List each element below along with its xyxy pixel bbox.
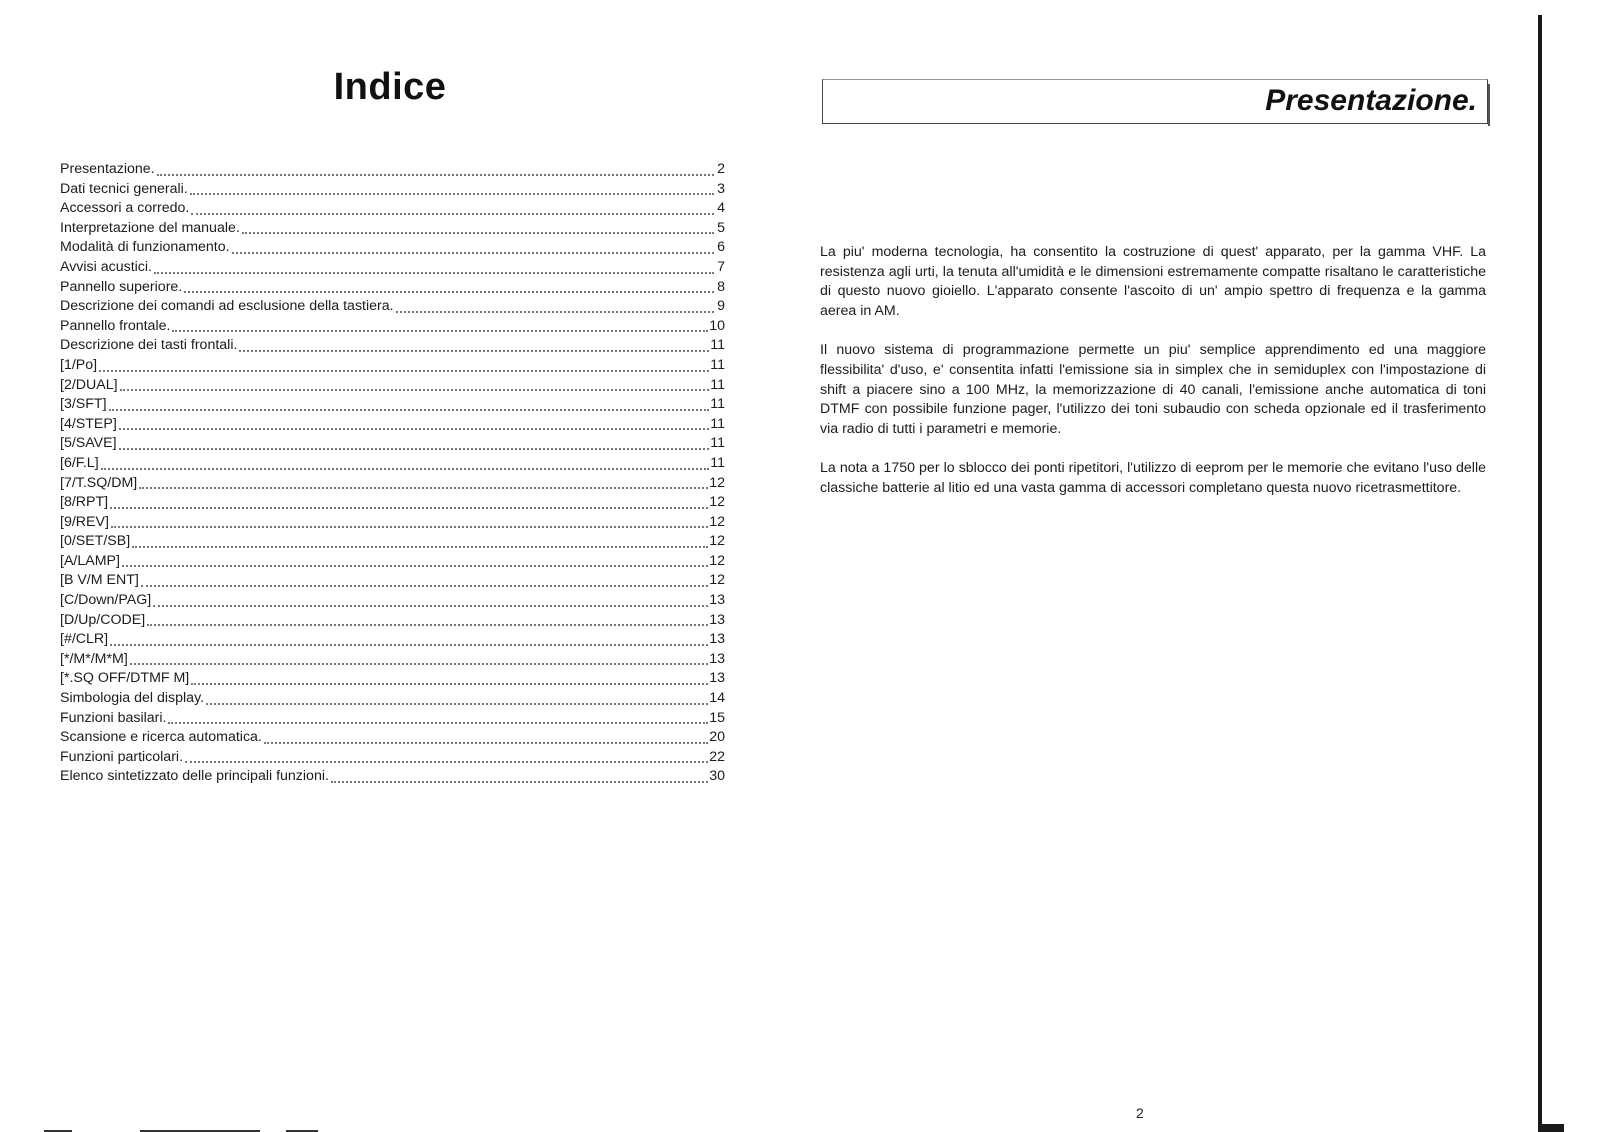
toc-entry-page: 13 (709, 650, 725, 667)
toc-entry-page: 11 (710, 435, 725, 452)
toc-entry-label: [*.SQ OFF/DTMF M] (60, 670, 190, 687)
toc-entry (60, 219, 725, 239)
toc-dot-leader (154, 272, 714, 274)
toc-dot-leader (242, 232, 714, 234)
toc-entry (60, 709, 725, 729)
toc-entry-label: Interpretazione del manuale. (60, 219, 240, 236)
toc-entry-page: 12 (709, 513, 725, 530)
section-title: Presentazione. (1265, 84, 1477, 117)
toc-entry-page: 14 (709, 690, 725, 707)
presentation-body (820, 243, 1486, 519)
toc-entry (60, 650, 725, 670)
toc-dot-leader (119, 448, 710, 450)
toc-entry-page: 3 (717, 180, 725, 197)
toc-entry-label: [5/SAVE] (60, 435, 117, 452)
toc-entry-page: 12 (709, 572, 725, 589)
toc-entry (60, 630, 725, 650)
toc-entry (60, 415, 725, 435)
toc-entry-label: [C/Down/PAG] (60, 592, 152, 609)
toc-entry-page: 13 (709, 611, 725, 628)
toc-entry-label: Elenco sintetizzato delle principali funzioni. (60, 768, 329, 785)
toc-entry-page: 20 (709, 729, 725, 746)
toc-entry-label: Presentazione. (60, 161, 155, 177)
section-header-box (822, 79, 1488, 124)
toc-dot-leader (119, 428, 709, 430)
toc-entry (60, 591, 725, 611)
toc-entry-page: 13 (709, 592, 725, 609)
toc-dot-leader (99, 370, 709, 372)
toc-entry-label: Funzioni basilari. (60, 709, 167, 726)
toc-dot-leader (101, 468, 710, 470)
paragraph: La piu' moderna tecnologia, ha consentito la costruzione di quest' apparato, per la gamma VHF. La resistenza agli urti, la tenuta all'umidità e le dimensioni estremamente compatte risaltano le caratteristiche di questo nuovo gioiello. L'apparato consente l'ascoito di un' ampio spettro di frequenza e la gamma aerea in AM. (820, 244, 1486, 319)
toc-dot-leader (191, 213, 714, 215)
toc-entry (60, 748, 725, 768)
binding-foot (1538, 1124, 1564, 1132)
toc-dot-leader (153, 605, 708, 607)
toc-entry (60, 336, 725, 356)
toc-entry-label: Descrizione dei comandi ad esclusione della tastiera. (60, 298, 394, 315)
toc-entry (60, 571, 725, 591)
toc-entry-page: 15 (709, 709, 725, 726)
toc-entry (60, 689, 725, 709)
toc-entry-label: Pannello superiore. (60, 278, 183, 295)
toc-entry-label: [9/REV] (60, 513, 109, 530)
toc-entry-page: 11 (710, 396, 725, 413)
toc-entry-label: Accessori a corredo. (60, 200, 190, 217)
toc-entry-label: [A/LAMP] (60, 552, 120, 569)
page-number: 2 (1136, 1105, 1144, 1121)
toc-entry-page: 12 (709, 474, 725, 491)
toc-entry-page: 11 (710, 376, 725, 393)
toc-dot-leader (109, 409, 710, 411)
toc-entry-page: 4 (717, 200, 725, 217)
toc-entry-label: Descrizione dei tasti frontali. (60, 337, 238, 354)
toc-entry (60, 180, 725, 200)
toc-dot-leader (206, 703, 708, 705)
toc-entry (60, 532, 725, 552)
toc-dot-leader (157, 174, 714, 176)
toc-dot-leader (110, 644, 708, 646)
toc-title: Indice (333, 66, 447, 108)
toc-entry-label: [B V/M ENT] (60, 572, 139, 589)
toc-entry-label: [#/CLR] (60, 631, 109, 648)
toc-entry-label: [3/SFT] (60, 396, 107, 413)
toc-dot-leader (139, 487, 708, 489)
toc-entry (60, 199, 725, 219)
toc-dot-leader (184, 291, 714, 293)
toc-dot-leader (191, 683, 708, 685)
toc-entry (60, 356, 725, 376)
toc-entry-page: 7 (717, 258, 725, 275)
toc-entry-page: 8 (717, 278, 725, 295)
toc-dot-leader (232, 252, 714, 254)
toc-entry-page: 30 (709, 768, 725, 785)
toc-entry-label: Pannello frontale. (60, 317, 171, 334)
toc-entry-label: Scansione e ricerca automatica. (60, 729, 262, 746)
toc-entry-label: [D/Up/CODE] (60, 611, 146, 628)
toc-entry-label: Funzioni particolari. (60, 748, 184, 765)
toc-dot-leader (130, 663, 708, 665)
toc-entry-label: [1/Po] (60, 356, 98, 373)
toc-entry (60, 474, 725, 494)
toc-entry-label: [4/STEP] (60, 415, 117, 432)
toc-entry (60, 395, 725, 415)
toc-dot-leader (168, 722, 708, 724)
toc-entry-label: Simbologia del display. (60, 690, 205, 707)
toc-dot-leader (396, 311, 714, 313)
paragraph: Il nuovo sistema di programmazione permette un piu' semplice apprendimento ed una maggiore flessibilita' d'uso, e' consentita infatti l'emissione sia in simplex che in semiduplex con l'impostazione di shift a piacere sino a 100 MHz, la memorizzazione di 40 canali, l'emissione anche automatica di toni DTMF con possibile funzione pager, l'utilizzo dei toni subaudio con scheda opzionale ed il trasferimento via radio di tutti i parametri e memorie. (820, 342, 1486, 437)
toc-dot-leader (111, 526, 708, 528)
toc-entry-page: 12 (709, 552, 725, 569)
toc-dot-leader (239, 350, 709, 352)
toc-entry (60, 454, 725, 474)
toc-entry (60, 728, 725, 748)
toc-entry-page: 6 (717, 239, 725, 256)
toc-entry-label: [2/DUAL] (60, 376, 118, 393)
toc-entry (60, 297, 725, 317)
toc-entry-label: [6/F.L] (60, 454, 99, 471)
toc-dot-leader (122, 565, 708, 567)
toc-entry (60, 767, 725, 787)
toc-dot-leader (190, 193, 714, 195)
toc-entry-page: 11 (710, 337, 725, 354)
toc-entry (60, 160, 725, 180)
toc-dot-leader (132, 546, 708, 548)
toc-entry-page: 5 (717, 219, 725, 236)
toc-entry-label: [7/T.SQ/DM] (60, 474, 138, 491)
toc-entry-page: 12 (709, 533, 725, 550)
toc-entry-page: 10 (709, 317, 725, 334)
toc-dot-leader (331, 781, 708, 783)
paragraph: La nota a 1750 per lo sblocco dei ponti ripetitori, l'utilizzo di eeprom per le memorie che evitano l'uso delle classiche batterie al litio ed una vasta gamma di accessori completano questa nuovo ricetrasmettitore. (820, 460, 1486, 496)
toc-entry-label: Modalità di funzionamento. (60, 239, 230, 256)
toc-dot-leader (120, 389, 710, 391)
toc-entry-label: [0/SET/SB] (60, 533, 131, 550)
toc-entry-page: 2 (717, 161, 725, 177)
binding-edge (1538, 15, 1542, 1131)
toc-entry (60, 513, 725, 533)
toc-entry (60, 611, 725, 631)
toc-entry-page: 22 (709, 748, 725, 765)
toc-entry (60, 669, 725, 689)
toc-dot-leader (172, 330, 708, 332)
toc-entry (60, 376, 725, 396)
toc-entry-page: 11 (710, 454, 725, 471)
toc-entry-page: 11 (710, 356, 725, 373)
table-of-contents (60, 160, 725, 787)
toc-entry (60, 258, 725, 278)
toc-entry (60, 552, 725, 572)
toc-entry-page: 13 (709, 670, 725, 687)
toc-dot-leader (141, 585, 708, 587)
toc-entry (60, 434, 725, 454)
toc-entry-page: 13 (709, 631, 725, 648)
toc-dot-leader (264, 742, 708, 744)
toc-entry (60, 317, 725, 337)
toc-entry (60, 238, 725, 258)
toc-entry (60, 493, 725, 513)
toc-entry-page: 9 (717, 298, 725, 315)
left-page (60, 0, 725, 1132)
toc-dot-leader (110, 507, 708, 509)
toc-entry-label: Avvisi acustici. (60, 258, 152, 275)
toc-entry-label: Dati tecnici generali. (60, 180, 188, 197)
toc-entry-page: 11 (710, 415, 725, 432)
toc-dot-leader (185, 761, 708, 763)
toc-entry-label: [8/RPT] (60, 494, 109, 511)
toc-dot-leader (147, 624, 708, 626)
toc-entry-page: 12 (709, 494, 725, 511)
toc-entry (60, 278, 725, 298)
toc-entry-label: [*/M*/M*M] (60, 650, 128, 667)
